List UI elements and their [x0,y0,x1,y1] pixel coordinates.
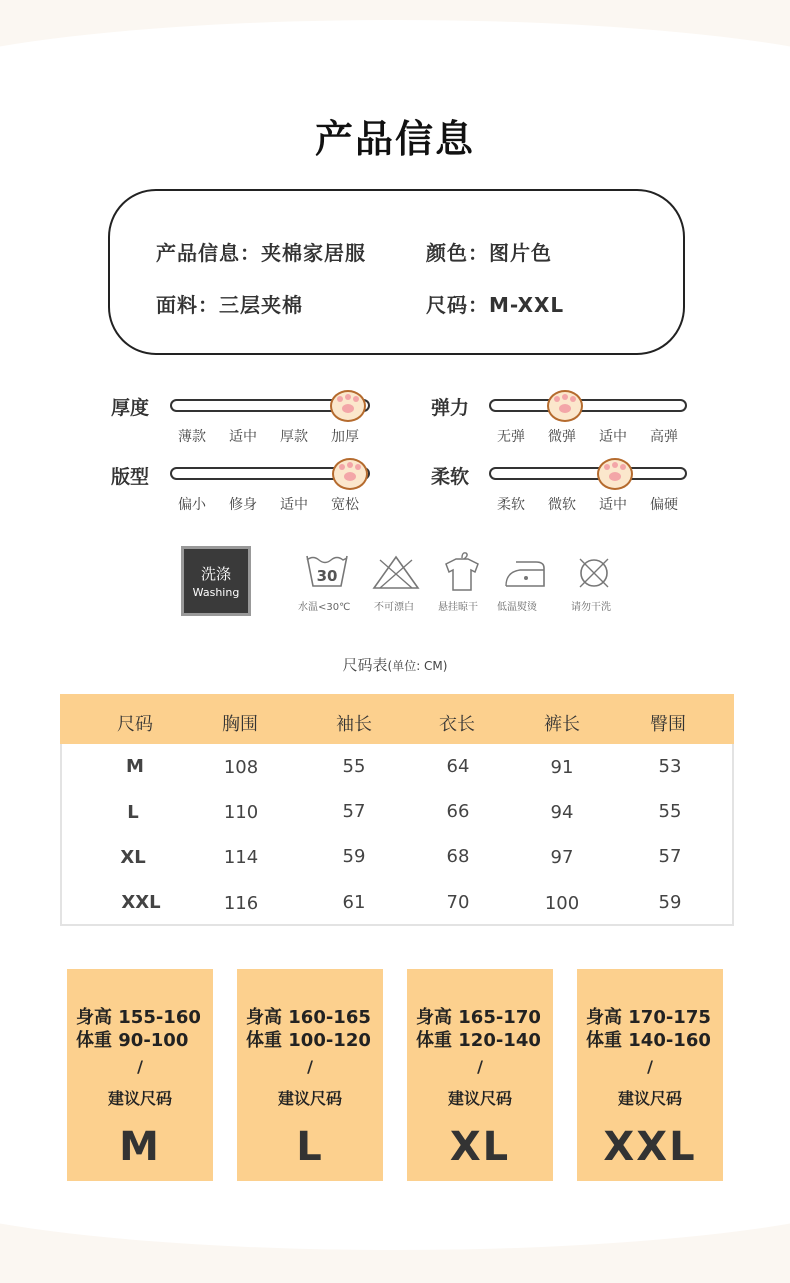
height-range: 身高 170-175 [586,1007,711,1028]
table-cell: 66 [446,801,470,822]
height-range: 身高 155-160 [76,1007,201,1028]
slider-track [489,399,687,412]
recommended-size: XL [449,1124,511,1170]
page-title: 产品信息 [314,117,475,161]
product-size-range: 尺码：M-XXL [426,293,565,317]
tick-label: 偏小 [178,497,206,513]
height-weight-range [586,1006,711,1052]
table-cell: 91 [550,757,574,778]
care-label: 请勿干洗 [571,602,611,613]
table-cell: 64 [446,756,470,777]
washing-badge-cn: 洗涤 [200,565,231,583]
product-fabric: 面料：三层夹棉 [156,293,303,317]
height-weight-range [416,1006,541,1052]
weight-range: 体重 100-120 [246,1030,371,1051]
product-name: 产品信息：夹棉家居服 [156,241,366,265]
separator: / [477,1057,483,1076]
wash-30-icon [305,552,349,590]
column-header: 尺码 [117,714,153,735]
care-label: 不可漂白 [374,602,414,613]
product-color: 颜色：图片色 [426,241,552,265]
no-dry-clean-icon [576,556,612,590]
table-cell: 55 [342,756,366,777]
height-weight-range [246,1006,371,1052]
suggest-label: 建议尺码 [617,1089,682,1108]
table-cell: 57 [342,801,366,822]
table-cell: 59 [342,846,366,867]
tick-label: 加厚 [331,429,359,445]
table-cell: 57 [658,846,682,867]
washing-badge-en: Washing [192,586,240,599]
low-iron-icon [498,558,548,590]
height-weight-range [76,1006,201,1052]
table-cell: XXL [121,892,161,913]
table-cell: 70 [446,892,470,913]
column-header: 胸围 [222,714,258,735]
size-table-header [60,694,734,744]
size-recommendation-card [237,969,383,1181]
table-cell: 68 [446,846,470,867]
table-cell: 110 [223,802,259,823]
height-range: 身高 165-170 [416,1007,541,1028]
recommended-size: M [119,1124,161,1170]
table-cell: L [127,802,139,823]
size-recommendation-card [407,969,553,1181]
product-info-box [108,189,685,355]
column-header: 袖长 [336,714,372,735]
recommended-size: XXL [603,1124,697,1170]
size-chart-unit: (单位: CM) [387,659,448,673]
tick-label: 适中 [280,497,308,513]
recommended-size: L [296,1124,324,1170]
separator: / [307,1057,313,1076]
table-cell: XL [120,847,146,868]
tick-label: 高弹 [650,429,678,445]
table-cell: 114 [223,847,259,868]
wash-temp-text: 30 [316,567,338,585]
hang-dry-icon [442,550,482,592]
size-table [60,694,734,926]
table-cell: 108 [223,757,259,778]
paw-marker-icon [597,458,633,490]
table-cell: 61 [342,892,366,913]
tick-label: 厚款 [280,429,308,445]
tick-label: 微软 [548,497,576,513]
table-cell: 100 [544,893,580,914]
slider-label: 厚度 [111,397,150,419]
slider-label: 弹力 [431,397,470,419]
slider-track [489,467,687,480]
weight-range: 体重 90-100 [76,1030,189,1051]
suggest-label: 建议尺码 [277,1089,342,1108]
separator: / [647,1057,653,1076]
paw-marker-icon [332,458,368,490]
tick-label: 无弹 [497,429,525,445]
size-chart-caption [0,654,790,675]
table-cell: 59 [658,892,682,913]
separator: / [137,1057,143,1076]
tick-label: 微弹 [548,429,576,445]
size-recommendation-card [577,969,723,1181]
table-cell: 97 [550,847,574,868]
table-cell: 53 [658,756,682,777]
size-recommendation-card [67,969,213,1181]
table-cell: 116 [223,893,259,914]
slider-label: 柔软 [431,466,470,488]
tick-label: 宽松 [331,497,359,513]
suggest-label: 建议尺码 [107,1089,172,1108]
suggest-label: 建议尺码 [447,1089,512,1108]
care-label: 低温熨烫 [497,602,537,613]
column-header: 衣长 [439,714,475,735]
weight-range: 体重 120-140 [416,1030,541,1051]
slider-label: 版型 [111,466,150,488]
no-bleach-icon [372,554,420,590]
tick-label: 修身 [229,497,257,513]
tick-label: 柔软 [497,497,525,513]
paw-marker-icon [547,390,583,422]
column-header: 裤长 [544,714,580,735]
washing-badge [181,546,251,616]
care-label: 悬挂晾干 [438,602,478,613]
tick-label: 适中 [599,429,627,445]
table-cell: 55 [658,801,682,822]
tick-label: 适中 [599,497,627,513]
weight-range: 体重 140-160 [586,1030,711,1051]
table-cell: M [126,756,144,777]
tick-label: 适中 [229,429,257,445]
height-range: 身高 160-165 [246,1007,371,1028]
tick-label: 偏硬 [650,497,678,513]
column-header: 臀围 [650,714,686,735]
paw-marker-icon [330,390,366,422]
size-chart-title: 尺码表 [342,656,388,674]
tick-label: 薄款 [178,429,206,445]
table-cell: 94 [550,802,574,823]
care-label: 水温<30℃ [298,602,351,613]
